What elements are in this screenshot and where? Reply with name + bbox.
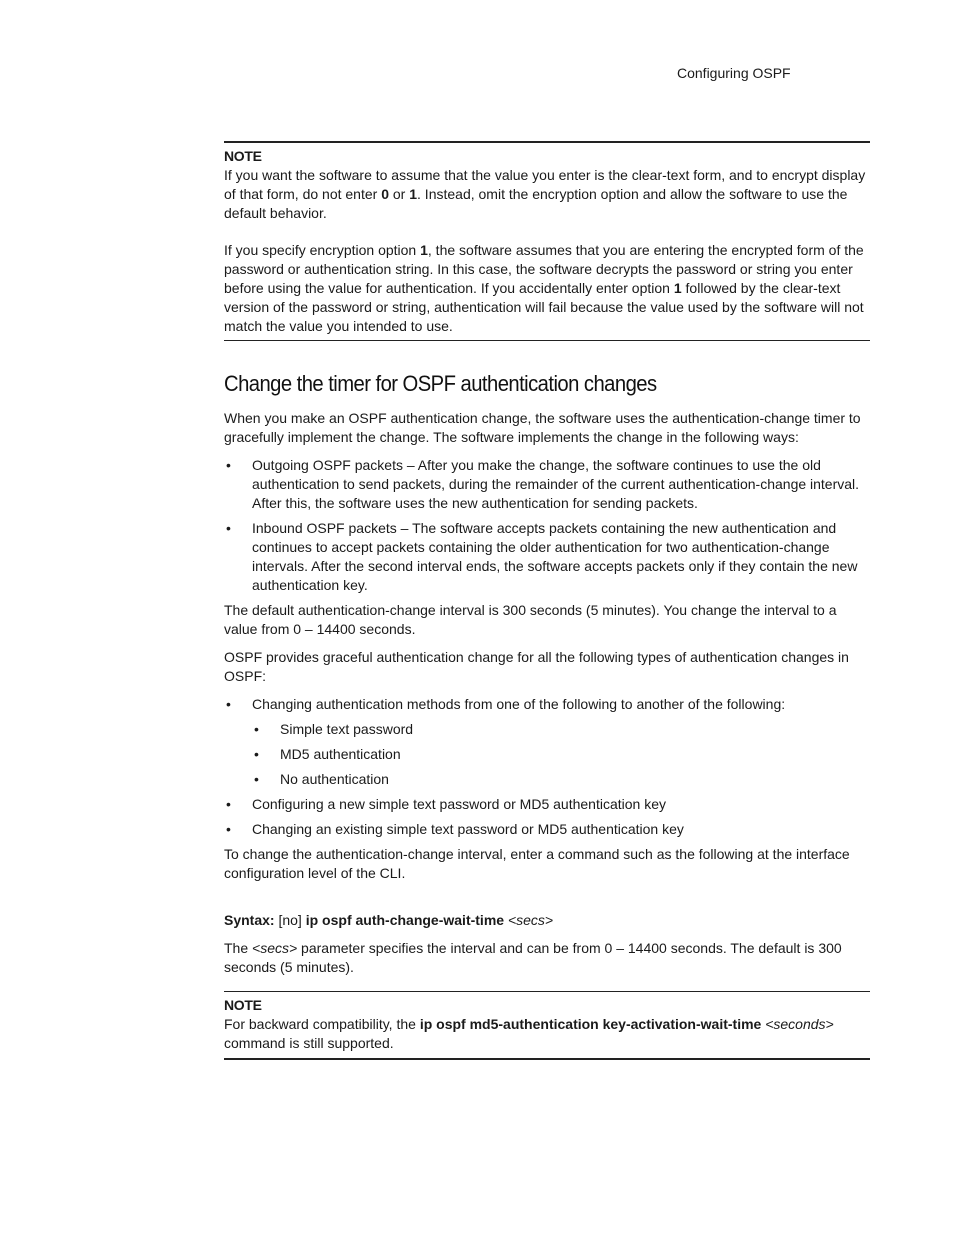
list-item-text: Simple text password bbox=[280, 721, 414, 737]
bullet-icon: • bbox=[254, 746, 259, 762]
note-bottom-rule bbox=[224, 1058, 870, 1060]
bullet-icon: • bbox=[226, 821, 231, 837]
note-paragraph bbox=[224, 166, 870, 223]
list-item bbox=[224, 456, 870, 513]
syntax-command: ip ospf auth-change-wait-time bbox=[305, 912, 505, 928]
packet-bullet-list bbox=[224, 456, 870, 595]
note-text: If you want the software to assume that the value you enter is the clear-text form, and to encrypt display of that form, do not enter bbox=[224, 167, 866, 202]
bullet-icon: • bbox=[254, 721, 259, 737]
auth-methods-sublist bbox=[252, 720, 870, 789]
note-label: NOTE bbox=[224, 997, 262, 1013]
note-text: If you specify encryption option bbox=[224, 242, 421, 258]
content-column bbox=[224, 141, 870, 1060]
description-text: parameter specifies the interval and can be from 0 – 14400 seconds. The default is 300 seconds (5 minutes). bbox=[224, 940, 842, 975]
list-item-text: Outgoing OSPF packets – After you make the change, the software continues to use the old authentication to send packets, during the remainder of the current authentication-change interval. After this, the software uses the new authentication for sending packets. bbox=[252, 457, 860, 511]
list-item-text: Inbound OSPF packets – The software accepts packets containing the new authentication and continues to accept packets containing the older authentication for two authentication-change intervals. After the second interval ends, the software accepts packets only if they contain the new authentication key. bbox=[252, 520, 858, 593]
list-item bbox=[224, 695, 870, 789]
note-paragraph bbox=[224, 241, 870, 336]
list-item bbox=[224, 795, 870, 814]
option-one: 1 bbox=[673, 280, 682, 296]
note-paragraph bbox=[224, 1015, 870, 1053]
list-item-text: Changing authentication methods from one of the following to another of the following: bbox=[252, 696, 786, 712]
note-argument: <seconds> bbox=[761, 1016, 834, 1032]
section-title: Change the timer for OSPF authentication changes bbox=[224, 371, 657, 396]
note-top-rule bbox=[224, 141, 870, 143]
bullet-icon: • bbox=[226, 796, 231, 812]
list-item-text: No authentication bbox=[280, 771, 389, 787]
list-item-text: MD5 authentication bbox=[280, 746, 401, 762]
note-text: followed by the clear-text version of the password or string, authentication will fail because the value used by the software will not match the value you intended to use. bbox=[224, 280, 864, 334]
list-item bbox=[252, 720, 870, 739]
list-item-text: Changing an existing simple text password or MD5 authentication key bbox=[252, 821, 684, 837]
note-label: NOTE bbox=[224, 148, 262, 164]
syntax-line bbox=[224, 911, 870, 930]
bullet-icon: • bbox=[226, 696, 231, 712]
syntax-no: [no] bbox=[274, 912, 306, 928]
running-head: Configuring OSPF bbox=[677, 65, 791, 81]
description-text: The bbox=[224, 940, 253, 956]
bullet-icon: • bbox=[226, 520, 231, 536]
note-text: , the software assumes that you are entering the encrypted form of the password or authentication string. In this case, the software decrypts the password or string you enter before using the value for authentication. If you accidentally enter option bbox=[224, 242, 864, 296]
graceful-change-paragraph: OSPF provides graceful authentication change for all the following types of authentication changes in OSPF: bbox=[224, 649, 849, 684]
bullet-icon: • bbox=[254, 771, 259, 787]
option-one: 1 bbox=[420, 242, 428, 258]
list-item bbox=[224, 820, 870, 839]
note-command: ip ospf md5-authentication key-activation-wait-time bbox=[419, 1016, 762, 1032]
intro-paragraph: When you make an OSPF authentication change, the software uses the authentication-change timer to gracefully implement the change. The software implements the change in the following ways: bbox=[224, 410, 861, 445]
list-item-text: Configuring a new simple text password or MD5 authentication key bbox=[252, 796, 666, 812]
change-types-list bbox=[224, 695, 870, 839]
to-change-paragraph: To change the authentication-change interval, enter a command such as the following at the interface configuration level of the CLI. bbox=[224, 846, 850, 881]
list-item bbox=[252, 770, 870, 789]
syntax-label: Syntax: bbox=[224, 912, 275, 928]
list-item bbox=[252, 745, 870, 764]
option-one: 1 bbox=[409, 186, 418, 202]
secs-description bbox=[224, 939, 870, 977]
option-zero: 0 bbox=[381, 186, 389, 202]
list-item bbox=[224, 519, 870, 595]
spacer bbox=[224, 223, 870, 241]
note-text: . Instead, omit the encryption option and allow the software to use the default behavior. bbox=[224, 186, 848, 221]
note-box-encryption bbox=[224, 141, 870, 341]
secs-argument: <secs> bbox=[252, 940, 298, 956]
note-bottom-rule bbox=[224, 340, 870, 341]
syntax-argument: <secs> bbox=[504, 912, 554, 928]
note-text: command is still supported. bbox=[224, 1035, 394, 1051]
default-interval-paragraph: The default authentication-change interval is 300 seconds (5 minutes). You change the interval to a value from 0 – 14400 seconds. bbox=[224, 602, 837, 637]
note-text: For backward compatibility, the bbox=[224, 1016, 420, 1032]
bullet-icon: • bbox=[226, 457, 231, 473]
note-top-rule bbox=[224, 991, 870, 992]
note-box-compatibility bbox=[224, 991, 870, 1060]
note-text: or bbox=[389, 186, 410, 202]
